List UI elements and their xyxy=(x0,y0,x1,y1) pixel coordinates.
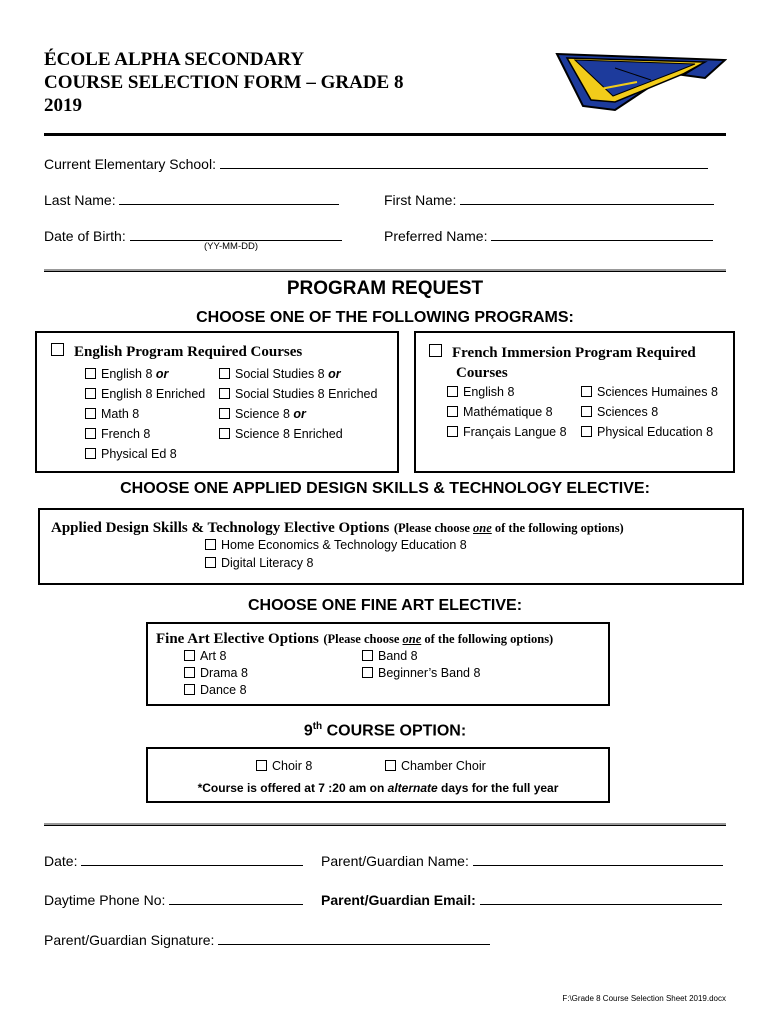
option-dance-8[interactable]: Dance 8 xyxy=(184,683,248,700)
option-beginners-band-8[interactable]: Beginner’s Band 8 xyxy=(362,666,480,683)
option-home-economics[interactable]: Home Economics & Technology Education 8 xyxy=(205,538,467,556)
checkbox-icon[interactable] xyxy=(184,667,195,678)
form-title xyxy=(44,48,403,117)
ninth-course-note: *Course is offered at 7 :20 am on alternate days for the full year xyxy=(197,781,559,795)
fine-art-col1 xyxy=(184,649,248,700)
guardian-name-input-line[interactable] xyxy=(473,851,723,866)
option-art-8[interactable]: Art 8 xyxy=(184,649,248,666)
phone-label: Daytime Phone No: xyxy=(44,892,166,908)
english-col2 xyxy=(219,367,377,447)
school-field[interactable] xyxy=(44,154,708,172)
french-program-option[interactable] xyxy=(429,343,696,383)
checkbox-icon[interactable] xyxy=(51,343,64,356)
checkbox-icon[interactable] xyxy=(205,539,216,550)
checkbox-icon[interactable] xyxy=(362,650,373,661)
guardian-name-field[interactable] xyxy=(321,851,723,869)
adst-options xyxy=(205,538,467,574)
adst-heading: CHOOSE ONE APPLIED DESIGN SKILLS & TECHNOLOGY ELECTIVE: xyxy=(120,480,650,497)
first-name-field[interactable] xyxy=(384,190,714,208)
section-divider xyxy=(44,269,726,272)
email-field[interactable] xyxy=(321,890,722,908)
french-col1 xyxy=(447,385,567,445)
fine-art-heading: CHOOSE ONE FINE ART ELECTIVE: xyxy=(247,597,523,614)
course-english-8-fi[interactable]: English 8 xyxy=(447,385,567,405)
course-science-8[interactable]: Science 8 or xyxy=(219,407,377,427)
checkbox-icon[interactable] xyxy=(205,557,216,568)
checkbox-icon[interactable] xyxy=(184,650,195,661)
adst-box-title: Applied Design Skills & Technology Elective Options (Please choose one of the following options) xyxy=(51,520,624,536)
title-form: COURSE SELECTION FORM – GRADE 8 xyxy=(44,72,404,93)
email-input-line[interactable] xyxy=(480,890,722,905)
header-divider xyxy=(44,133,726,136)
phone-field[interactable] xyxy=(44,890,303,908)
phone-input-line[interactable] xyxy=(169,890,303,905)
french-col2 xyxy=(581,385,718,445)
course-english-8[interactable]: English 8 or xyxy=(85,367,205,387)
checkbox-icon[interactable] xyxy=(385,760,396,771)
last-name-input-line[interactable] xyxy=(119,190,339,205)
adst-box xyxy=(38,508,744,585)
program-heading: PROGRAM REQUEST xyxy=(286,278,484,299)
last-name-label: Last Name: xyxy=(44,192,116,208)
checkbox-icon[interactable] xyxy=(85,388,96,399)
checkbox-icon[interactable] xyxy=(581,426,592,437)
checkbox-icon[interactable] xyxy=(219,428,230,439)
option-chamber-choir[interactable]: Chamber Choir xyxy=(385,759,486,773)
course-math-8[interactable]: Math 8 xyxy=(85,407,205,427)
course-francais-langue-8[interactable]: Français Langue 8 xyxy=(447,425,567,445)
signature-input-line[interactable] xyxy=(218,930,490,945)
email-label: Parent/Guardian Email: xyxy=(321,892,476,908)
option-drama-8[interactable]: Drama 8 xyxy=(184,666,248,683)
checkbox-icon[interactable] xyxy=(447,406,458,417)
preferred-name-field[interactable] xyxy=(384,226,713,244)
english-program-box xyxy=(35,331,399,473)
fine-art-box-title: Fine Art Elective Options (Please choose one of the following options) xyxy=(156,631,554,647)
checkbox-icon[interactable] xyxy=(219,388,230,399)
checkbox-icon[interactable] xyxy=(85,448,96,459)
ninth-course-heading: 9th COURSE OPTION: xyxy=(303,721,467,740)
date-field[interactable] xyxy=(44,851,303,869)
signature-label: Parent/Guardian Signature: xyxy=(44,932,215,948)
french-program-title-2: Courses xyxy=(456,365,508,381)
first-name-input-line[interactable] xyxy=(460,190,714,205)
signature-field[interactable] xyxy=(44,930,490,948)
french-program-title: French Immersion Program Required xyxy=(452,345,696,361)
course-english-8-enriched[interactable]: English 8 Enriched xyxy=(85,387,205,407)
checkbox-icon[interactable] xyxy=(256,760,267,771)
english-program-title: English Program Required Courses xyxy=(74,344,303,360)
course-social-studies-8[interactable]: Social Studies 8 or xyxy=(219,367,377,387)
checkbox-icon[interactable] xyxy=(362,667,373,678)
checkbox-icon[interactable] xyxy=(85,428,96,439)
checkbox-icon[interactable] xyxy=(581,406,592,417)
checkbox-icon[interactable] xyxy=(85,408,96,419)
checkbox-icon[interactable] xyxy=(219,368,230,379)
course-physical-ed-8[interactable]: Physical Ed 8 xyxy=(85,447,205,467)
checkbox-icon[interactable] xyxy=(85,368,96,379)
footer-file-path: F:\Grade 8 Course Selection Sheet 2019.docx xyxy=(562,994,726,1003)
guardian-name-label: Parent/Guardian Name: xyxy=(321,853,469,869)
course-french-8[interactable]: French 8 xyxy=(85,427,205,447)
option-choir-8[interactable]: Choir 8 xyxy=(256,759,312,773)
dob-label: Date of Birth: xyxy=(44,228,126,244)
course-social-studies-8-enriched[interactable]: Social Studies 8 Enriched xyxy=(219,387,377,407)
course-sciences-humaines-8[interactable]: Sciences Humaines 8 xyxy=(581,385,718,405)
title-year: 2019 xyxy=(44,95,82,116)
course-science-8-enriched[interactable]: Science 8 Enriched xyxy=(219,427,377,447)
last-name-field[interactable] xyxy=(44,190,339,208)
fine-art-box xyxy=(146,622,610,706)
program-subheading: CHOOSE ONE OF THE FOLLOWING PROGRAMS: xyxy=(196,309,574,326)
school-label: Current Elementary School: xyxy=(44,156,216,172)
course-mathematique-8[interactable]: Mathématique 8 xyxy=(447,405,567,425)
ninth-course-box xyxy=(146,747,610,803)
preferred-name-input-line[interactable] xyxy=(491,226,713,241)
english-col1 xyxy=(85,367,205,467)
date-input-line[interactable] xyxy=(81,851,303,866)
checkbox-icon[interactable] xyxy=(429,344,442,357)
school-input-line[interactable] xyxy=(220,154,708,169)
first-name-label: First Name: xyxy=(384,192,457,208)
school-logo-icon xyxy=(555,50,727,112)
option-digital-literacy[interactable]: Digital Literacy 8 xyxy=(205,556,467,574)
option-band-8[interactable]: Band 8 xyxy=(362,649,480,666)
dob-hint: (YY-MM-DD) xyxy=(204,241,259,252)
dob-input-line[interactable] xyxy=(130,226,342,241)
title-school: ÉCOLE ALPHA SECONDARY xyxy=(44,49,305,70)
dob-field[interactable] xyxy=(44,226,342,244)
course-physical-education-8[interactable]: Physical Education 8 xyxy=(581,425,718,445)
fine-art-col2 xyxy=(362,649,480,683)
checkbox-icon[interactable] xyxy=(219,408,230,419)
checkbox-icon[interactable] xyxy=(581,386,592,397)
checkbox-icon[interactable] xyxy=(447,386,458,397)
course-sciences-8[interactable]: Sciences 8 xyxy=(581,405,718,425)
preferred-name-label: Preferred Name: xyxy=(384,228,488,244)
checkbox-icon[interactable] xyxy=(447,426,458,437)
french-program-box xyxy=(414,331,735,473)
date-label: Date: xyxy=(44,853,78,869)
guardian-divider xyxy=(44,823,726,826)
english-program-option[interactable] xyxy=(51,343,302,361)
checkbox-icon[interactable] xyxy=(184,684,195,695)
